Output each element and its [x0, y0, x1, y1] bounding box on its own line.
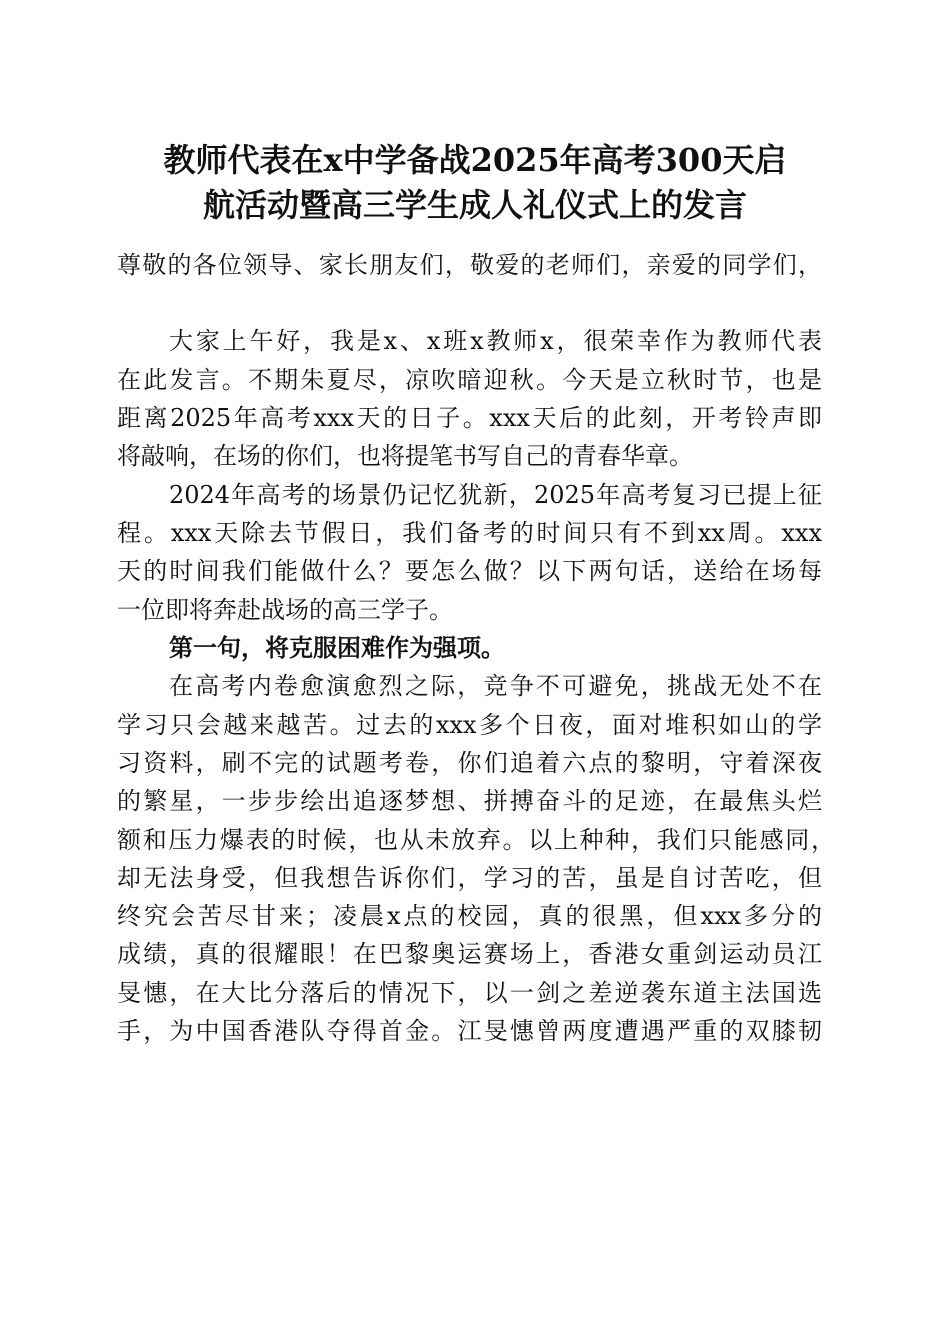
body-line: 却无法身受，但我想告诉你们，学习的苦，虽是自讨苦吃，但	[117, 864, 822, 892]
body-line: 的繁星，一步步绘出追逐梦想、拼搏奋斗的足迹，在最焦头烂	[117, 787, 822, 815]
document-title-line-1: 教师代表在x中学备战2025年高考300天启	[163, 141, 787, 179]
body-line: 天的时间我们能做什么？要怎么做？以下两句话，送给在场每	[117, 557, 822, 585]
body-line: 手，为中国香港队夺得首金。江旻憓曾两度遭遇严重的双膝韧	[117, 1017, 822, 1045]
body-line: 成绩，真的很耀眼！在巴黎奥运赛场上，香港女重剑运动员江	[117, 940, 822, 968]
body-line: 旻憓，在大比分落后的情况下，以一剑之差逆袭东道主法国选	[117, 979, 822, 1007]
body-line: 学习只会越来越苦。过去的xxx多个日夜，面对堆积如山的学	[117, 711, 822, 739]
body-line: 2024年高考的场景仍记忆犹新，2025年高考复习已提上征	[169, 481, 822, 509]
body-line: 在此发言。不期朱夏尽，凉吹暗迎秋。今天是立秋时节，也是	[117, 366, 822, 394]
body-line: 额和压力爆表的时候，也从未放弃。以上种种，我们只能感同，	[117, 826, 835, 854]
salutation: 尊敬的各位领导、家长朋友们，敬爱的老师们，亲爱的同学们，	[117, 251, 822, 279]
document-title-line-2: 航活动暨高三学生成人礼仪式上的发言	[202, 186, 747, 224]
body-line: 一位即将奔赴战场的高三学子。	[117, 596, 453, 624]
body-line: 距离2025年高考xxx天的日子。xxx天后的此刻，开考铃声即	[117, 404, 822, 432]
body-line: 终究会苦尽甘来；凌晨x点的校园，真的很黑，但xxx多分的	[117, 902, 822, 930]
body-line: 将敲响，在场的你们，也将提笔书写自己的青春华章。	[117, 442, 693, 470]
section-heading: 第一句，将克服困难作为强项。	[169, 633, 505, 662]
body-line: 在高考内卷愈演愈烈之际，竞争不可避免，挑战无处不在	[169, 672, 822, 700]
body-line: 程。xxx天除去节假日，我们备考的时间只有不到xx周。xxx	[117, 519, 822, 547]
body-line: 大家上午好，我是x、x班x教师x，很荣幸作为教师代表	[169, 327, 822, 355]
body-line: 习资料，刷不完的试题考卷，你们追着六点的黎明，守着深夜	[117, 749, 822, 777]
